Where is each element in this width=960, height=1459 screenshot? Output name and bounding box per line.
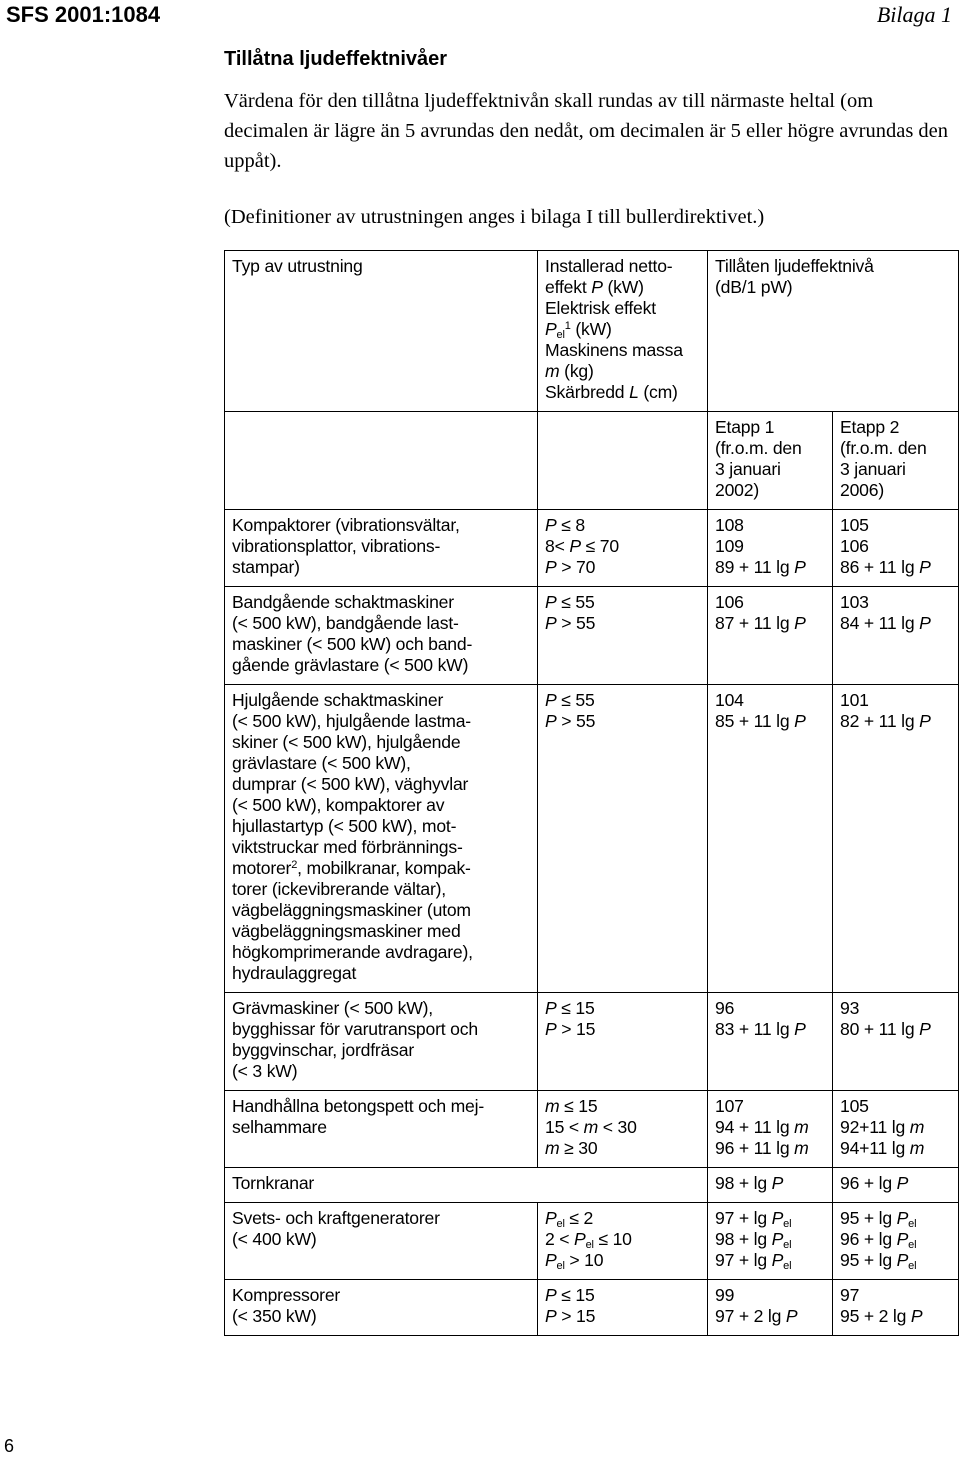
header-stage-2 [833, 412, 959, 510]
cell-line: 101 [840, 690, 869, 710]
cell-line: m ≥ 30 [545, 1138, 598, 1158]
cell-line: bygghissar för varutransport och [232, 1019, 478, 1039]
cell-line: Tornkranar [232, 1173, 315, 1193]
cell-line: 97 + 2 lg P [715, 1306, 798, 1326]
cell-line: vägbeläggningsmaskiner med [232, 921, 461, 941]
cell-line: (< 3 kW) [232, 1061, 298, 1081]
cell-line: dumprar (< 500 kW), väghyvlar [232, 774, 469, 794]
equipment-type-cell [225, 1168, 708, 1203]
cell-line: 99 [715, 1285, 735, 1305]
cell-line: P > 70 [545, 557, 596, 577]
cell-line: 84 + 11 lg P [840, 613, 931, 633]
cell-line: hydraulaggregat [232, 963, 357, 983]
cell-line: $97 + \lg P_{el}$ [715, 1208, 792, 1230]
cell-line: byggvinschar, jordfräsar [232, 1040, 414, 1060]
cell-line: 8< P ≤ 70 [545, 536, 619, 556]
cell-line: P > 15 [545, 1019, 596, 1039]
header-permitted-level [708, 251, 959, 412]
cell-line: 80 + 11 lg P [840, 1019, 931, 1039]
page-number: 6 [4, 1436, 15, 1456]
table-row [225, 1203, 959, 1280]
cell-line: Svets- och kraftgeneratorer [232, 1208, 440, 1228]
cell-line: Etapp 1 [715, 417, 775, 437]
cell-line: 2006) [840, 480, 884, 500]
stage-2-cell [833, 510, 959, 587]
header-parameter [538, 251, 708, 412]
equipment-type-cell [225, 510, 538, 587]
cell-line: 103 [840, 592, 869, 612]
cell-line: Bandgående schaktmaskiner [232, 592, 454, 612]
cell-line: 107 [715, 1096, 744, 1116]
appendix-label: Bilaga 1 [876, 2, 952, 27]
cell-line: 96 + 11 lg m [715, 1138, 809, 1158]
cell-line: skiner (< 500 kW), hjulgående [232, 732, 461, 752]
cell-line: $P_{el} \le 2$ [545, 1208, 594, 1230]
cell-line: (dB/1 pW) [715, 277, 793, 297]
equipment-type-cell [225, 1280, 538, 1336]
cell-line: högkomprimerande avdragare), [232, 942, 473, 962]
cell-line: m (kg) [545, 361, 594, 381]
stage-1-cell [708, 685, 833, 993]
cell-line: vägbeläggningsmaskiner (utom [232, 900, 471, 920]
cell-line: Hjulgående schaktmaskiner [232, 690, 444, 710]
stage-2-cell [833, 1091, 959, 1168]
cell-line: Handhållna betongspett och mej- [232, 1096, 485, 1116]
cell-line: grävlastare (< 500 kW), [232, 753, 411, 773]
stage-2-cell [833, 993, 959, 1091]
table-row [225, 587, 959, 685]
header-empty [538, 412, 708, 510]
cell-line: $95 + \lg P_{el}$ [840, 1250, 917, 1272]
cell-line: P ≤ 8 [545, 515, 585, 535]
cell-line: $2 < P_{el} \le 10$ [545, 1229, 632, 1251]
cell-line: vibrationsplattor, vibrations- [232, 536, 441, 556]
stage-1-cell [708, 587, 833, 685]
cell-line: 92+11 lg m [840, 1117, 925, 1137]
cell-line: 87 + 11 lg P [715, 613, 806, 633]
cell-line: P > 15 [545, 1306, 596, 1326]
parameter-cell [538, 685, 708, 993]
stage-2-cell [833, 1168, 959, 1203]
stage-1-cell [708, 1203, 833, 1280]
cell-line: P ≤ 15 [545, 1285, 595, 1305]
noise-level-table [224, 250, 959, 1336]
cell-line: P ≤ 55 [545, 592, 595, 612]
parameter-cell [538, 1091, 708, 1168]
cell-line: P > 55 [545, 711, 596, 731]
cell-line: (fr.o.m. den [840, 438, 927, 458]
cell-line: (< 400 kW) [232, 1229, 317, 1249]
cell-line: 15 < m < 30 [545, 1117, 637, 1137]
cell-line: P > 55 [545, 613, 596, 633]
cell-line: $P_{el} > 10$ [545, 1250, 604, 1272]
stage-1-cell [708, 993, 833, 1091]
table-row [225, 1168, 959, 1203]
stage-1-cell [708, 1280, 833, 1336]
equipment-type-cell [225, 685, 538, 993]
cell-line: $98 + \lg P_{el}$ [715, 1229, 792, 1251]
stage-2-cell [833, 1203, 959, 1280]
cell-line: motorer$^2$, mobilkranar, kompak- [232, 858, 471, 878]
cell-line: Etapp 2 [840, 417, 900, 437]
equipment-type-cell [225, 1203, 538, 1280]
cell-line: Kompressorer [232, 1285, 341, 1305]
cell-line: Kompaktorer (vibrationsvältar, [232, 515, 460, 535]
cell-line: 105 [840, 515, 869, 535]
cell-line: (< 500 kW), bandgående last- [232, 613, 459, 633]
cell-line: Skärbredd L (cm) [545, 382, 678, 402]
cell-line: 85 + 11 lg P [715, 711, 806, 731]
header-empty [225, 412, 538, 510]
cell-line: (fr.o.m. den [715, 438, 802, 458]
cell-line: 98 + lg P [715, 1173, 784, 1193]
cell-line: selhammare [232, 1117, 327, 1137]
cell-line: Maskinens massa [545, 340, 683, 360]
cell-line: 105 [840, 1096, 869, 1116]
stage-2-cell [833, 1280, 959, 1336]
cell-line: 104 [715, 690, 744, 710]
cell-line: Elektrisk effekt [545, 298, 656, 318]
cell-line: 83 + 11 lg P [715, 1019, 806, 1039]
cell-line: P ≤ 55 [545, 690, 595, 710]
cell-line: $95 + \lg P_{el}$ [840, 1208, 917, 1230]
cell-line: 96 [715, 998, 735, 1018]
stage-1-cell [708, 510, 833, 587]
parameter-cell [538, 1280, 708, 1336]
cell-line: 89 + 11 lg P [715, 557, 806, 577]
cell-line: 3 januari [840, 459, 906, 479]
equipment-type-cell [225, 993, 538, 1091]
parameter-cell [538, 587, 708, 685]
cell-line: torer (ickevibrerande vältar), [232, 879, 446, 899]
cell-line: 109 [715, 536, 744, 556]
cell-line: maskiner (< 500 kW) och band- [232, 634, 473, 654]
cell-line: $97 + \lg P_{el}$ [715, 1250, 792, 1272]
cell-line: 82 + 11 lg P [840, 711, 931, 731]
cell-line: m ≤ 15 [545, 1096, 598, 1116]
cell-line: 95 + 2 lg P [840, 1306, 923, 1326]
cell-line: $P_{el}^1$ (kW) [545, 319, 612, 341]
table-header-row [225, 251, 959, 412]
stage-1-cell [708, 1168, 833, 1203]
cell-line: 108 [715, 515, 744, 535]
definitions-note: (Definitioner av utrustningen anges i bilaga I till bullerdirektivet.) [224, 206, 765, 228]
table-row [225, 1091, 959, 1168]
page-title: Tillåtna ljudeffektnivåer [224, 48, 448, 70]
stage-2-cell [833, 587, 959, 685]
cell-line: Installerad netto- [545, 256, 673, 276]
cell-line: 3 januari [715, 459, 781, 479]
intro-paragraph: Värdena för den tillåtna ljudeffektnivån skall rundas av till närmaste heltal (om decimalen är lägre än 5 avrundas den nedåt, om decimalen är 5 eller högre avrundas den uppåt). [224, 90, 949, 172]
cell-line: 2002) [715, 480, 759, 500]
cell-line: 94 + 11 lg m [715, 1117, 809, 1137]
document-id: SFS 2001:1084 [6, 2, 161, 27]
cell-line: 97 [840, 1285, 860, 1305]
table-row [225, 510, 959, 587]
cell-line: 94+11 lg m [840, 1138, 925, 1158]
header-stage-1 [708, 412, 833, 510]
cell-line: Grävmaskiner (< 500 kW), [232, 998, 433, 1018]
parameter-cell [538, 510, 708, 587]
parameter-cell [538, 993, 708, 1091]
cell-line: gående grävlastare (< 500 kW) [232, 655, 469, 675]
cell-line: (< 500 kW), kompaktorer av [232, 795, 445, 815]
cell-line: 86 + 11 lg P [840, 557, 931, 577]
cell-line: stampar) [232, 557, 300, 577]
table-row [225, 1280, 959, 1336]
cell-line: viktstruckar med förbrännings- [232, 837, 463, 857]
cell-line: P ≤ 15 [545, 998, 595, 1018]
equipment-type-cell [225, 1091, 538, 1168]
cell-line: 93 [840, 998, 860, 1018]
cell-line: hjullastartyp (< 500 kW), mot- [232, 816, 457, 836]
cell-line: 106 [715, 592, 744, 612]
cell-line: 96 + lg P [840, 1173, 909, 1193]
table-row [225, 993, 959, 1091]
cell-line: effekt P (kW) [545, 277, 644, 297]
parameter-cell [538, 1203, 708, 1280]
cell-line: 106 [840, 536, 869, 556]
header-equipment-type: Typ av utrustning [225, 251, 538, 412]
stage-2-cell [833, 685, 959, 993]
cell-line: $96 + \lg P_{el}$ [840, 1229, 917, 1251]
equipment-type-cell [225, 587, 538, 685]
stage-1-cell [708, 1091, 833, 1168]
cell-line: (< 500 kW), hjulgående lastma- [232, 711, 471, 731]
table-header-row [225, 412, 959, 510]
table-row [225, 685, 959, 993]
cell-line: (< 350 kW) [232, 1306, 317, 1326]
cell-line: Tillåten ljudeffektnivå [715, 256, 874, 276]
